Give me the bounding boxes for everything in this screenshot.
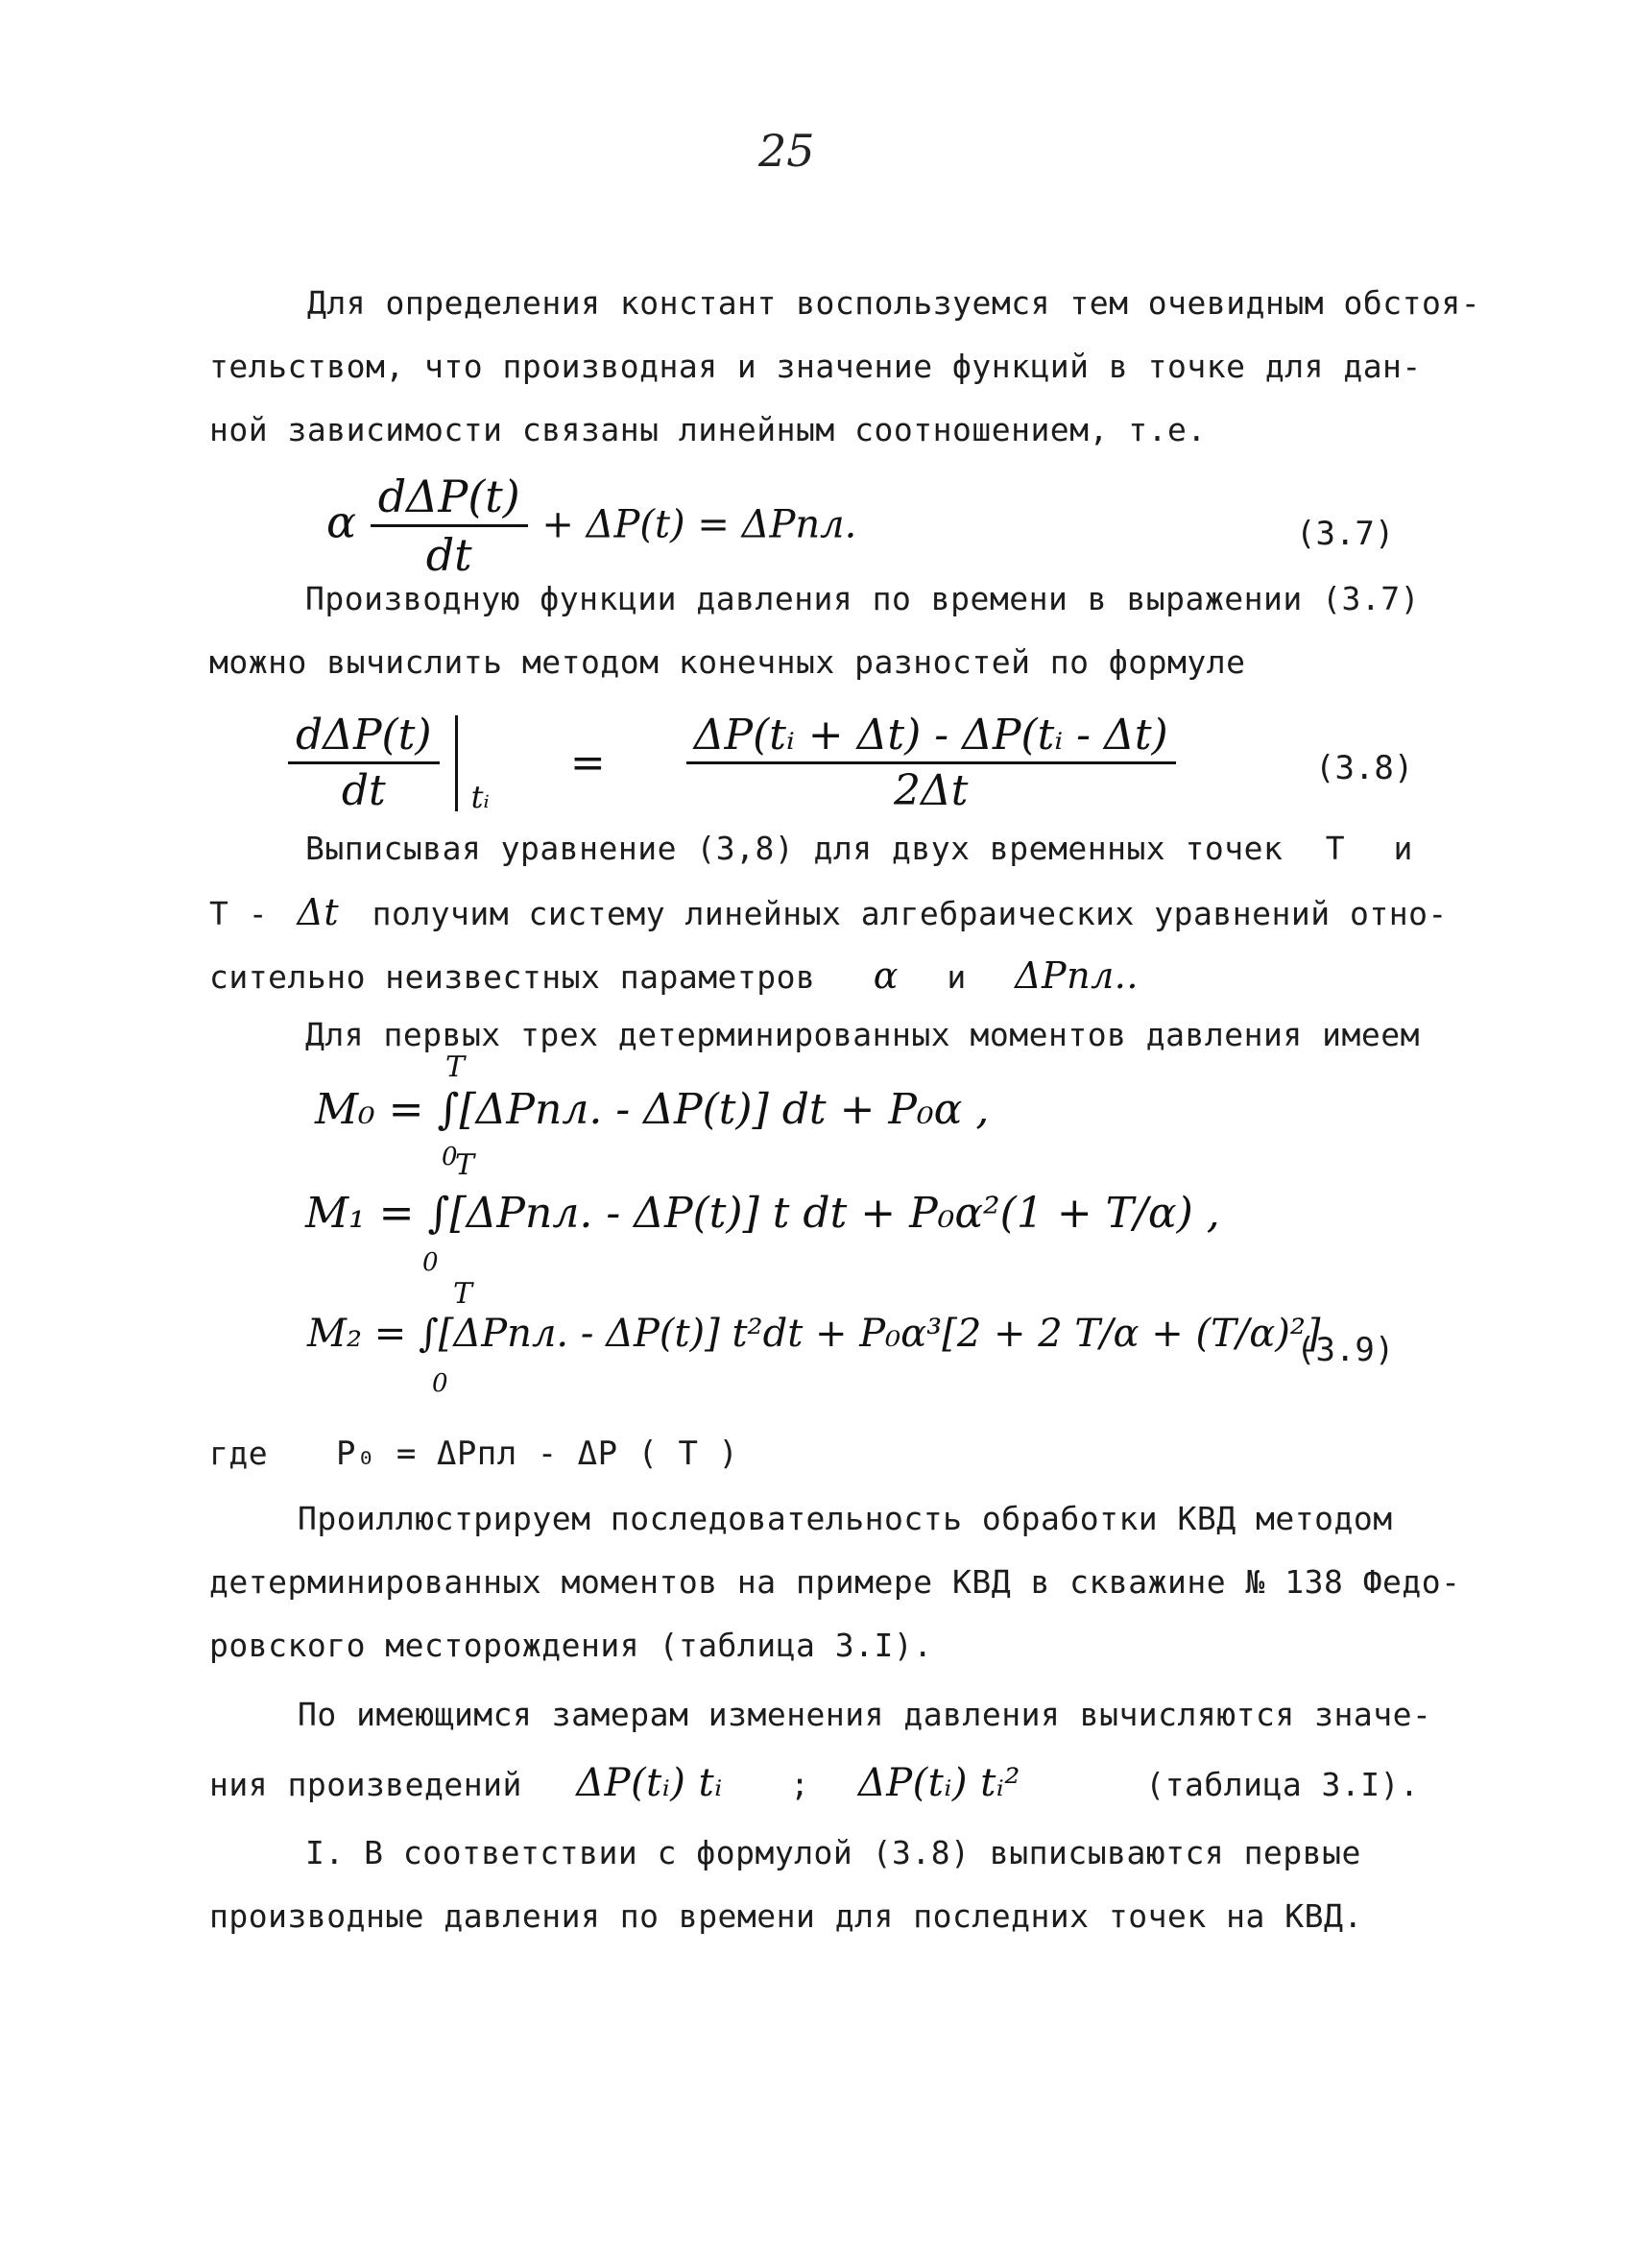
eq38-left-denominator: dt bbox=[341, 766, 386, 815]
para6-line2-text: ния произведений bbox=[209, 1766, 522, 1803]
eq39-m2: M₂ = ∫[ΔPпл. - ΔP(t)] t²dt + P₀α³[2 + 2 T/α + (T/α)²] bbox=[307, 1312, 1321, 1356]
para3-line2-dt: Δt bbox=[297, 891, 340, 933]
eq38-right-numerator: ΔP(tᵢ + Δt) - ΔP(tᵢ - Δt) bbox=[686, 711, 1176, 764]
eq38-left-fraction bbox=[288, 711, 440, 815]
para6-table-ref: (таблица 3.I). bbox=[1145, 1766, 1420, 1803]
para6-separator: ; bbox=[790, 1766, 810, 1803]
para5-line3: ровского месторождения (таблица 3.I). bbox=[209, 1627, 933, 1664]
eq37-numerator: dΔP(t) bbox=[371, 470, 528, 527]
para4-line1: Для первых трех детерминированных моментов давления имеем bbox=[305, 1016, 1420, 1053]
eq39-m2-upper-limit: T bbox=[453, 1277, 473, 1311]
para6-line2 bbox=[209, 1761, 1419, 1805]
para5-line1: Проиллюстрируем последовательность обработки КВД методом bbox=[298, 1500, 1393, 1537]
para3-line2 bbox=[209, 891, 1448, 933]
para3-line1-and: и bbox=[1393, 830, 1413, 867]
equation-3-8 bbox=[288, 711, 1176, 815]
where-expression: P₀ = ΔPпл - ΔP ( T ) bbox=[336, 1435, 739, 1473]
para3-line1 bbox=[305, 830, 1413, 867]
para2-line2: можно вычислить методом конечных разностей по формуле bbox=[209, 643, 1246, 681]
para1-line2: тельством, что производная и значение функций в точке для дан- bbox=[209, 348, 1422, 385]
eq38-number: (3.8) bbox=[1315, 749, 1414, 787]
eq37-fraction bbox=[371, 470, 528, 581]
eq37-number: (3.7) bbox=[1296, 515, 1395, 553]
para3-line2-text: получим систему линейных алгебраических уравнений отно- bbox=[372, 895, 1448, 932]
para3-line2-T: T - bbox=[209, 895, 269, 932]
para2-line1: Производную функции давления по времени в выражении (3.7) bbox=[305, 580, 1420, 617]
para6-formula2: ΔP(tᵢ) tᵢ² bbox=[857, 1761, 1020, 1805]
para1-line1: Для определения констант воспользуемся тем очевидным обстоя- bbox=[307, 284, 1481, 322]
eq39-m0-upper-limit: T bbox=[445, 1050, 466, 1084]
para7-line1: I. В соответствии с формулой (3.8) выписываются первые bbox=[305, 1834, 1361, 1871]
equation-3-7 bbox=[326, 470, 856, 581]
page-number: 25 bbox=[758, 125, 815, 177]
eq39-m1-upper-limit: T bbox=[455, 1148, 475, 1182]
eq38-left-numerator: dΔP(t) bbox=[288, 711, 440, 764]
para3-line1-T: T bbox=[1325, 830, 1346, 867]
para7-line2: производные давления по времени для последних точек на КВД. bbox=[209, 1897, 1363, 1935]
para3-line3-text: сительно неизвестных параметров bbox=[209, 958, 816, 996]
para3-line1-text: Выписывая уравнение (3,8) для двух временных точек bbox=[305, 830, 1284, 867]
eq37-rest: + ΔP(t) = ΔPпл. bbox=[541, 502, 857, 547]
para1-line3: ной зависимости связаны линейным соотношением, т.е. bbox=[209, 411, 1207, 448]
para6-formula1: ΔP(tᵢ) tᵢ bbox=[576, 1761, 723, 1805]
eq39-m1-lower-limit: 0 bbox=[422, 1248, 439, 1277]
eq38-right-denominator: 2Δt bbox=[893, 766, 969, 815]
para3-line3-param: ΔPпл.. bbox=[1015, 954, 1139, 997]
para3-line3-alpha: α bbox=[873, 954, 899, 997]
para5-line2: детерминированных моментов на примере КВД в скважине № 138 Федо- bbox=[209, 1563, 1461, 1601]
eq38-eval-point: tᵢ bbox=[470, 779, 490, 815]
para3-line3-and: и bbox=[947, 958, 967, 996]
eq39-m0: M₀ = ∫[ΔPпл. - ΔP(t)] dt + P₀α , bbox=[315, 1085, 990, 1134]
para3-line3 bbox=[209, 954, 1139, 997]
eq39-m0-lower-limit: 0 bbox=[442, 1143, 458, 1171]
eq38-right-fraction bbox=[686, 711, 1176, 815]
eq37-denominator: dt bbox=[425, 529, 472, 581]
eq38-equals: = bbox=[569, 738, 606, 787]
eq38-eval-bar bbox=[455, 715, 458, 811]
eq39-m2-lower-limit: 0 bbox=[432, 1369, 448, 1398]
para6-line1: По имеющимся замерам изменения давления вычисляются значе- bbox=[298, 1696, 1432, 1733]
eq39-m1: M₁ = ∫[ΔPпл. - ΔP(t)] t dt + P₀α²(1 + T/α) , bbox=[305, 1189, 1220, 1238]
eq37-alpha: α bbox=[326, 495, 357, 548]
eq39-number: (3.9) bbox=[1296, 1331, 1395, 1369]
where-label: где bbox=[209, 1435, 269, 1472]
